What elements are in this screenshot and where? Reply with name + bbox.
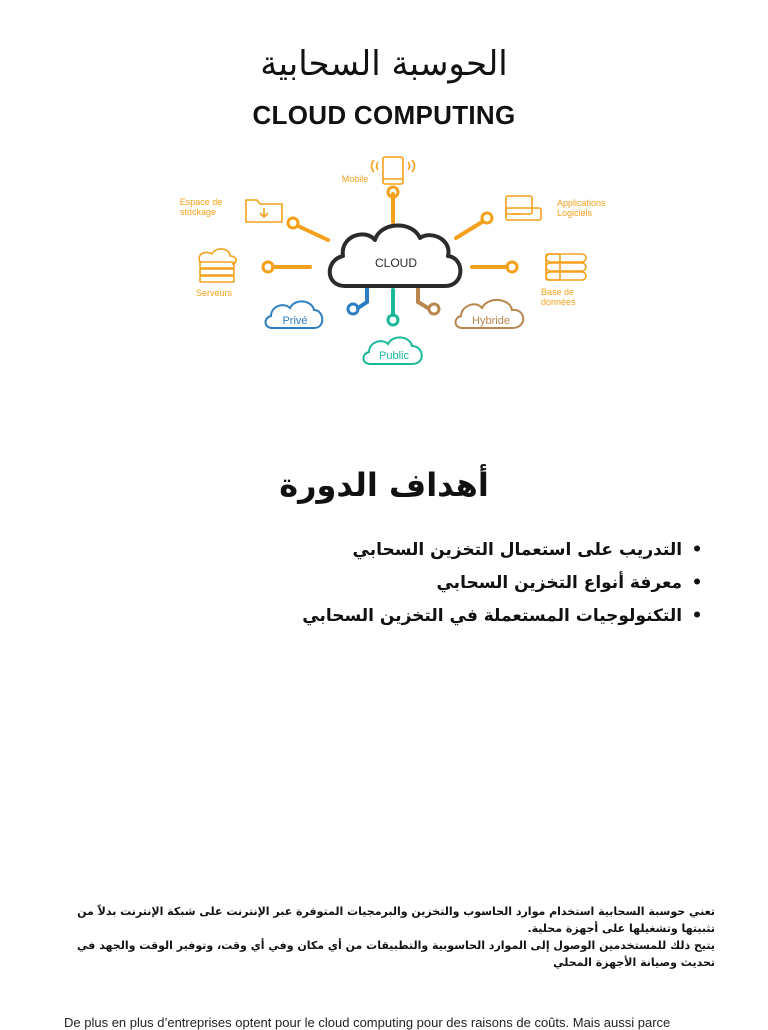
servers-icon (199, 249, 236, 282)
page-title-english: CLOUD COMPUTING (252, 100, 516, 130)
bullet: • (691, 606, 703, 626)
database-icon (546, 254, 586, 280)
page-title-arabic: الحوسبة السحابية (260, 44, 508, 84)
node-stockage (288, 218, 298, 228)
list-item (286, 600, 706, 633)
connector-stockage (298, 226, 328, 240)
label-applications-line1: Applications (557, 198, 606, 208)
cloud-computing-diagram (160, 150, 640, 375)
label-prive: Privé (282, 315, 308, 327)
objective-text: التدريب على استعمال التخزين السحابي (352, 540, 683, 560)
label-applications-line2: Logiciels (557, 208, 593, 218)
paragraph-line-2: يتيح ذلك للمستخدمين الوصول إلى الموارد الحاسوبية والتطبيقات من أي مكان وفي أي وقت، وتوفير الوقت والجهد في تحديث وصيانة الأجهزة المحلي (77, 939, 715, 969)
bullet: • (691, 540, 703, 560)
paragraph-line-1: تعني حوسبة السحابية استخدام موارد الحاسوب والتخزين والبرمجيات المتوفرة عبر الإنترنت على شبكة الإنترنت بدلاً من تثبيتها وتشغيلها على أجهزة محلية. (77, 905, 715, 935)
node-hybride (429, 304, 439, 314)
applications-icon (506, 196, 541, 220)
french-text-line: De plus en plus d’entreprises optent pour le cloud computing pour des raisons de coûts. Mais aussi parce (64, 1015, 671, 1030)
node-serveurs (263, 262, 273, 272)
central-cloud-label: CLOUD (374, 256, 418, 270)
objectives-heading: أهداف الدورة (279, 466, 489, 504)
label-stockage-line2: stockage (179, 207, 217, 217)
folder-icon (246, 200, 282, 222)
node-applications (482, 213, 492, 223)
definition-paragraph (60, 903, 715, 971)
list-item (286, 567, 706, 600)
list-item (286, 534, 706, 567)
label-stockage-line1: Espace de (179, 197, 223, 207)
node-prive (348, 304, 358, 314)
label-base-line1: Base de (541, 287, 575, 297)
label-mobile: Mobile (341, 174, 369, 184)
connector-applications (456, 222, 482, 238)
label-hybride: Hybride (472, 315, 510, 327)
objective-text: معرفة أنواع التخزين السحابي (436, 573, 683, 593)
label-base-line2: données (541, 297, 576, 307)
label-public: Public (379, 350, 409, 362)
objective-text: التكنولوجيات المستعملة في التخزين السحابي (302, 606, 683, 626)
node-public (388, 315, 398, 325)
node-base (507, 262, 517, 272)
mobile-icon (372, 157, 415, 184)
bullet: • (691, 573, 703, 593)
label-serveurs: Serveurs (195, 288, 233, 298)
objectives-list (286, 534, 706, 633)
